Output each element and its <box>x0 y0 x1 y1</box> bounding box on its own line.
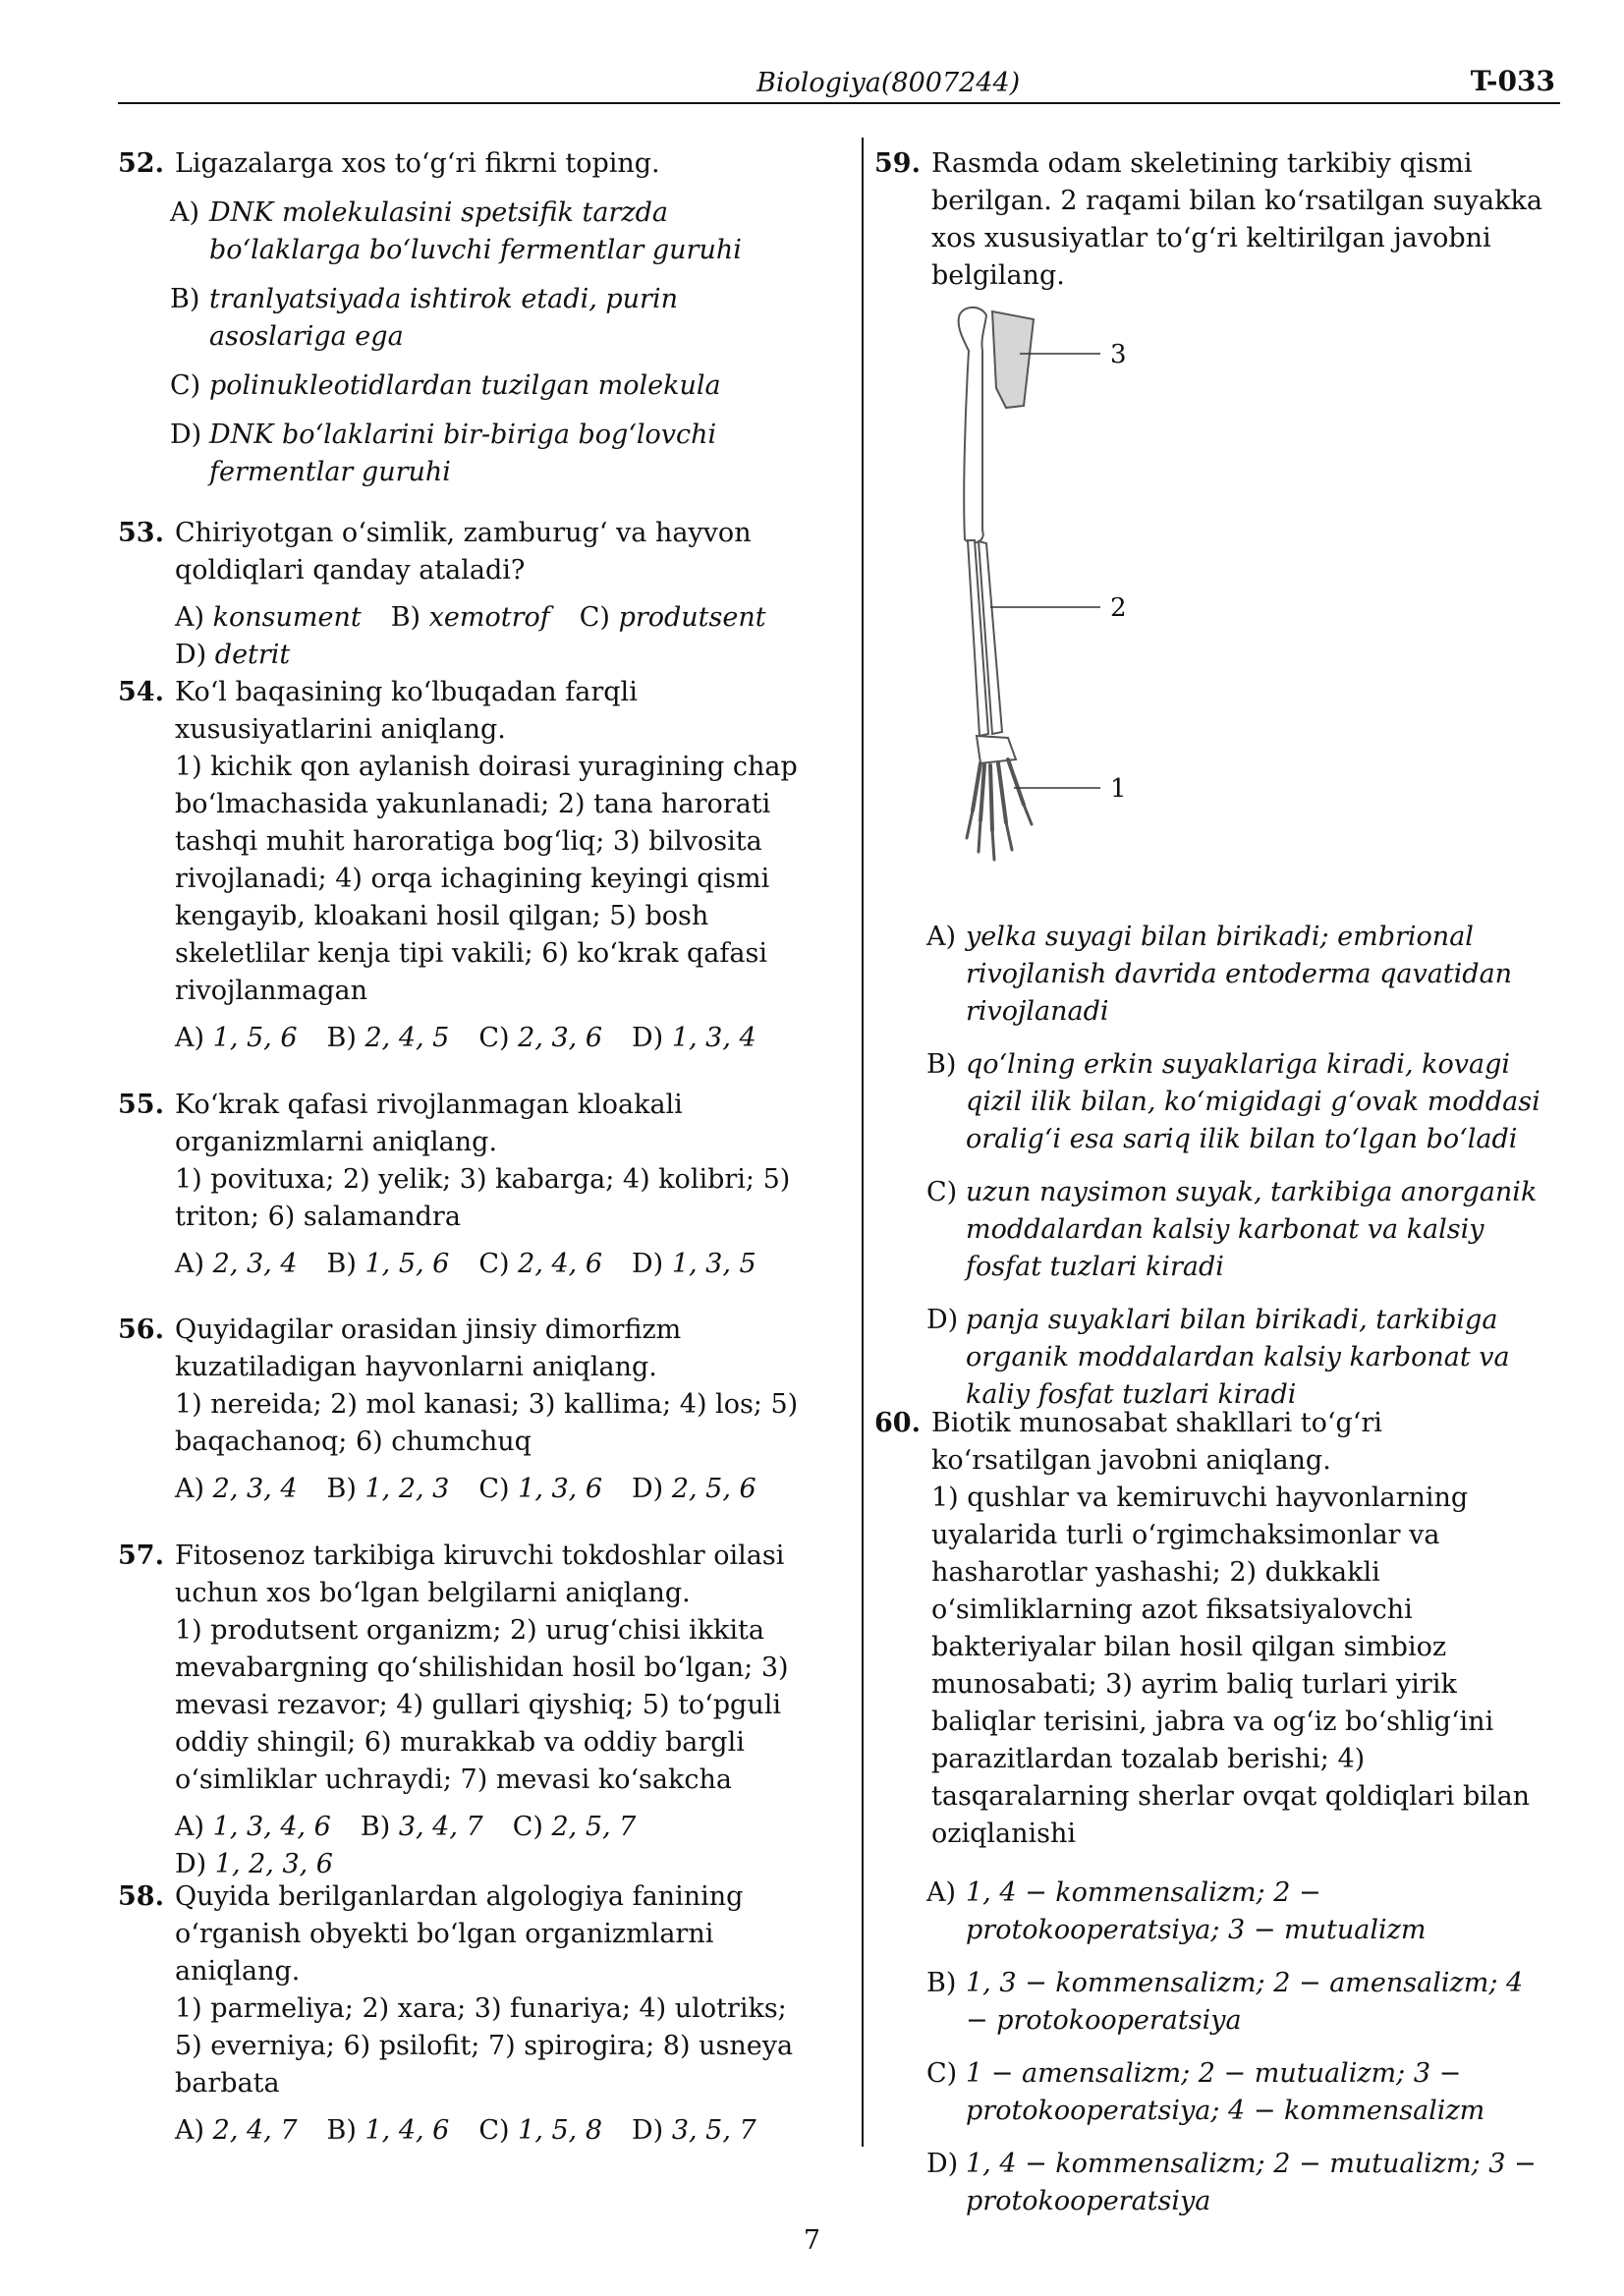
question-stem <box>118 145 801 183</box>
answer-options <box>118 1471 801 1508</box>
question-57 <box>118 1538 801 1883</box>
question-items: 1) qushlar va kemiruvchi hayvonlarning uyalarida turli o‘rgimchaksimonlar va hasharotlar yashashi; 2) dukkakli o‘simliklarning azot fiksatsiyalovchi bakteriyalar bilan hosil qilgan simbioz munosabati; 3) ayrim baliq turlari yirik baliqlar terisini, jabra va og‘iz bo‘shlig‘ini parazitlardan tozalab berishi; 4) tasqaralarning sherlar ovqat qoldiqlari bilan oziqlanishi <box>931 1483 1531 1849</box>
option-a[interactable] <box>175 599 362 637</box>
option-letter: A) <box>175 1023 205 1053</box>
option-text: 1, 4 − kommensalizm; 2 − mutualizm; 3 − protokooperatsiya <box>966 2149 1537 2216</box>
option-a[interactable] <box>175 1020 298 1057</box>
question-text: Ko‘l baqasining ko‘lbuqadan farqli xususiyatlarini aniqlang. <box>175 677 638 745</box>
answer-options <box>118 1809 801 1883</box>
option-letter: B) <box>170 284 200 314</box>
option-text: 1, 3, 6 <box>518 1474 603 1504</box>
option-text: produtsent <box>618 602 766 633</box>
header-title: Biologiya(8007244) <box>756 68 1021 98</box>
option-text: 1, 5, 8 <box>518 2115 603 2146</box>
question-text: Chiriyotgan o‘simlik, zamburug‘ va hayvon qoldiqlari qanday ataladi? <box>175 518 752 586</box>
option-letter: B) <box>926 1049 957 1080</box>
option-text: 2, 5, 7 <box>551 1812 637 1842</box>
option-letter: D) <box>170 420 202 450</box>
option-c[interactable] <box>874 1174 1542 1286</box>
question-number: 57. <box>118 1540 164 1571</box>
question-number: 52. <box>118 148 164 179</box>
option-c[interactable] <box>874 2055 1542 2130</box>
option-letter: C) <box>478 1249 510 1279</box>
option-letter: C) <box>478 2115 510 2146</box>
option-b[interactable] <box>327 1020 450 1057</box>
option-d[interactable] <box>874 1302 1542 1414</box>
answer-options <box>118 2112 801 2150</box>
option-c[interactable] <box>478 2112 602 2150</box>
option-c[interactable] <box>580 599 766 637</box>
option-text: tranlyatsiyada ishtirok etadi, purin asoslariga ega <box>209 284 678 352</box>
question-text: Fitosenoz tarkibiga kiruvchi tokdoshlar oilasi uchun xos bo‘lgan belgilarni aniqlang. <box>175 1540 785 1608</box>
figure-label-3: 3 <box>1110 340 1127 369</box>
option-text: 1, 5, 6 <box>364 1249 450 1279</box>
option-text: polinukleotidlardan tuzilgan molekula <box>209 370 721 401</box>
option-text: uzun naysimon suyak, tarkibiga anorganik moddalardan kalsiy karbonat va kalsiy fosfat tuzlari kiradi <box>966 1177 1538 1282</box>
option-letter: C) <box>579 602 610 633</box>
question-number: 53. <box>118 518 164 548</box>
option-letter: A) <box>175 2115 205 2146</box>
question-stem <box>118 1878 801 1990</box>
option-letter: A) <box>175 602 205 633</box>
option-letter: D) <box>175 1849 207 1879</box>
option-a[interactable] <box>175 1246 298 1283</box>
option-d[interactable] <box>632 1246 756 1283</box>
option-b[interactable] <box>874 1965 1542 2040</box>
question-number: 58. <box>118 1881 164 1912</box>
option-d[interactable] <box>874 2146 1542 2220</box>
question-items: 1) produtsent organizm; 2) urug‘chisi ikkita mevabargning qo‘shilishidan hosil bo‘lgan; 3) mevasi rezavor; 4) gullari qiyshiq; 5) to‘pguli oddiy shingil; 6) murakkab va oddiy bargli o‘simliklar uchraydi; 7) mevasi ko‘sakcha <box>175 1615 789 1795</box>
answer-options <box>118 599 801 674</box>
option-text: 1, 4 − kommensalizm; 2 − protokooperatsiya; 3 − mutualizm <box>966 1877 1427 1945</box>
option-letter: D) <box>632 2115 664 2146</box>
option-a[interactable] <box>874 919 1542 1031</box>
option-text: 1, 4, 6 <box>364 2115 450 2146</box>
option-letter: C) <box>478 1474 510 1504</box>
option-letter: C) <box>512 1812 543 1842</box>
option-letter: A) <box>170 197 200 228</box>
question-55 <box>118 1087 801 1283</box>
question-text: Ligazalarga xos to‘g‘ri fikrni toping. <box>175 148 660 179</box>
option-text: 2, 3, 4 <box>212 1474 298 1504</box>
question-56 <box>118 1312 801 1508</box>
option-d[interactable] <box>175 637 290 674</box>
question-number: 54. <box>118 677 164 707</box>
option-text: xemotrof <box>428 602 550 633</box>
option-text: 1, 3, 4 <box>671 1023 756 1053</box>
question-text: Quyida berilganlardan algologiya fanining o‘rganish obyekti bo‘lgan organizmlarni aniqlang. <box>175 1881 744 1987</box>
answer-options <box>874 1875 1542 2220</box>
question-52 <box>118 145 801 503</box>
option-letter: A) <box>175 1474 205 1504</box>
option-letter: B) <box>326 1474 357 1504</box>
option-a[interactable] <box>175 1471 298 1508</box>
option-letter: A) <box>926 922 957 952</box>
option-a[interactable] <box>118 195 801 269</box>
option-d[interactable] <box>632 1471 756 1508</box>
option-letter: B) <box>390 602 421 633</box>
option-text: qo‘lning erkin suyaklariga kiradi, kovagi qizil ilik bilan, ko‘migidagi g‘ovak moddasi oralig‘i esa sariq ilik bilan to‘lgan bo‘ladi <box>966 1049 1540 1154</box>
option-text: 2, 3, 6 <box>518 1023 603 1053</box>
option-text: 2, 4, 5 <box>364 1023 450 1053</box>
option-c[interactable] <box>513 1809 637 1846</box>
column-divider <box>862 138 864 2147</box>
option-b[interactable] <box>327 1471 450 1508</box>
question-58 <box>118 1878 801 2150</box>
option-letter: D) <box>632 1023 664 1053</box>
option-b[interactable] <box>391 599 550 637</box>
option-text: 2, 4, 7 <box>212 2115 298 2146</box>
option-letter: C) <box>170 370 201 401</box>
option-d[interactable] <box>118 417 801 491</box>
answer-options <box>118 1020 801 1057</box>
option-letter: B) <box>360 1812 391 1842</box>
option-letter: C) <box>478 1023 510 1053</box>
question-text: Biotik munosabat shakllari to‘g‘ri ko‘rsatilgan javobni aniqlang. <box>931 1408 1382 1476</box>
option-b[interactable] <box>361 1809 483 1846</box>
option-c[interactable] <box>478 1246 602 1283</box>
option-text: 1, 2, 3, 6 <box>214 1849 333 1879</box>
option-text: 1, 3, 5 <box>671 1249 756 1279</box>
question-items: 1) parmeliya; 2) xara; 3) funariya; 4) ulotriks; 5) everniya; 6) psilofit; 7) spirogira; 8) usneya barbata <box>175 1993 794 2099</box>
option-text: panja suyaklari bilan birikadi, tarkibiga organik moddalardan kalsiy karbonat va kaliy fosfat tuzlari kiradi <box>966 1305 1510 1410</box>
option-text: 2, 5, 6 <box>671 1474 756 1504</box>
option-text: 3, 4, 7 <box>398 1812 483 1842</box>
question-items: 1) povituxa; 2) yelik; 3) kabarga; 4) kolibri; 5) triton; 6) salamandra <box>175 1164 791 1232</box>
question-items: 1) nereida; 2) mol kanasi; 3) kallima; 4) los; 5) baqachanoq; 6) chumchuq <box>175 1389 799 1457</box>
question-53 <box>118 515 801 674</box>
option-letter: B) <box>926 1968 957 1998</box>
question-54 <box>118 674 801 1057</box>
question-stem <box>118 1087 801 1161</box>
question-text: Rasmda odam skeletining tarkibiy qismi berilgan. 2 raqami bilan ko‘rsatilgan suyakka xos xususiyatlar to‘g‘ri keltirilgan javobni belgilang. <box>931 148 1542 291</box>
header-rule <box>118 102 1560 104</box>
option-letter: A) <box>926 1877 957 1908</box>
option-text: 2, 3, 4 <box>212 1249 298 1279</box>
option-text: 1 − amensalizm; 2 − mutualizm; 3 − protokooperatsiya; 4 − kommensalizm <box>966 2058 1485 2126</box>
answer-options <box>874 919 1542 1414</box>
option-letter: A) <box>175 1249 205 1279</box>
arm-skeleton-figure <box>924 300 1159 869</box>
option-text: DNK bo‘laklarini bir-biriga bog‘lovchi fermentlar guruhi <box>209 420 717 487</box>
question-stem <box>118 674 801 749</box>
question-text: Ko‘krak qafasi rivojlanmagan kloakali organizmlarni aniqlang. <box>175 1090 683 1157</box>
scapula-shape <box>992 311 1034 408</box>
humerus-shape <box>959 308 986 543</box>
question-items: 1) kichik qon aylanish doirasi yuragining chap bo‘lmachasida yakunlanadi; 2) tana harorati tashqi muhit haroratiga bog‘liq; 3) bilvosita rivojlanadi; 4) orqa ichagining keyingi qismi kengayib, kloakani hosil qilgan; 5) bosh skeletlilar kenja tipi vakili; 6) ko‘krak qafasi rivojlanmagan <box>175 752 798 1006</box>
option-a[interactable] <box>175 2112 298 2150</box>
answer-options <box>118 1246 801 1283</box>
figure-label-1: 1 <box>1110 774 1127 804</box>
option-text: 1, 3, 4, 6 <box>212 1812 331 1842</box>
question-stem <box>118 1538 801 1612</box>
option-text: yelka suyagi bilan birikadi; embrional rivojlanish davrida entoderma qavatidan rivojlanadi <box>966 922 1513 1027</box>
question-stem <box>874 1405 1542 1480</box>
figure-label-2: 2 <box>1110 593 1127 623</box>
question-59-options <box>874 919 1542 1426</box>
option-text: 1, 2, 3 <box>364 1474 450 1504</box>
question-number: 56. <box>118 1315 164 1345</box>
question-text: Quyidagilar orasidan jinsiy dimorfizm kuzatiladigan hayvonlarni aniqlang. <box>175 1315 682 1382</box>
question-number: 60. <box>874 1408 921 1438</box>
option-letter: D) <box>632 1249 664 1279</box>
option-b[interactable] <box>874 1046 1542 1158</box>
option-letter: D) <box>926 2149 959 2179</box>
question-stem <box>874 145 1542 295</box>
option-letter: C) <box>926 1177 958 1207</box>
option-b[interactable] <box>327 1246 450 1283</box>
option-b[interactable] <box>118 281 801 356</box>
option-letter: B) <box>326 1023 357 1053</box>
option-text: DNK molekulasini spetsifik tarzda bo‘laklarga bo‘luvchi fermentlar guruhi <box>209 197 742 265</box>
option-letter: B) <box>326 1249 357 1279</box>
option-letter: B) <box>326 2115 357 2146</box>
option-text: detrit <box>214 640 291 670</box>
option-c[interactable] <box>478 1471 602 1508</box>
page-number: 7 <box>803 2225 821 2256</box>
option-text: 3, 5, 7 <box>671 2115 756 2146</box>
option-c[interactable] <box>118 367 801 405</box>
question-stem <box>118 515 801 589</box>
question-stem <box>118 1312 801 1386</box>
answer-options <box>118 195 801 491</box>
option-text: 1, 3 − kommensalizm; 2 − amensalizm; 4 − protokooperatsiya <box>966 1968 1524 2036</box>
option-d[interactable] <box>632 2112 756 2150</box>
question-number: 55. <box>118 1090 164 1120</box>
option-letter: D) <box>926 1305 959 1335</box>
option-letter: D) <box>175 640 207 670</box>
question-59 <box>874 145 1542 295</box>
option-d[interactable] <box>632 1020 756 1057</box>
option-letter: D) <box>632 1474 664 1504</box>
question-number: 59. <box>874 148 921 179</box>
option-letter: C) <box>926 2058 958 2089</box>
option-letter: A) <box>175 1812 205 1842</box>
option-text: konsument <box>212 602 362 633</box>
option-b[interactable] <box>327 2112 450 2150</box>
option-text: 2, 4, 6 <box>518 1249 603 1279</box>
option-a[interactable] <box>874 1875 1542 1949</box>
option-c[interactable] <box>478 1020 602 1057</box>
question-60 <box>874 1405 1542 2232</box>
option-a[interactable] <box>175 1809 331 1846</box>
header-code: T-033 <box>1470 65 1555 97</box>
option-text: 1, 5, 6 <box>212 1023 298 1053</box>
